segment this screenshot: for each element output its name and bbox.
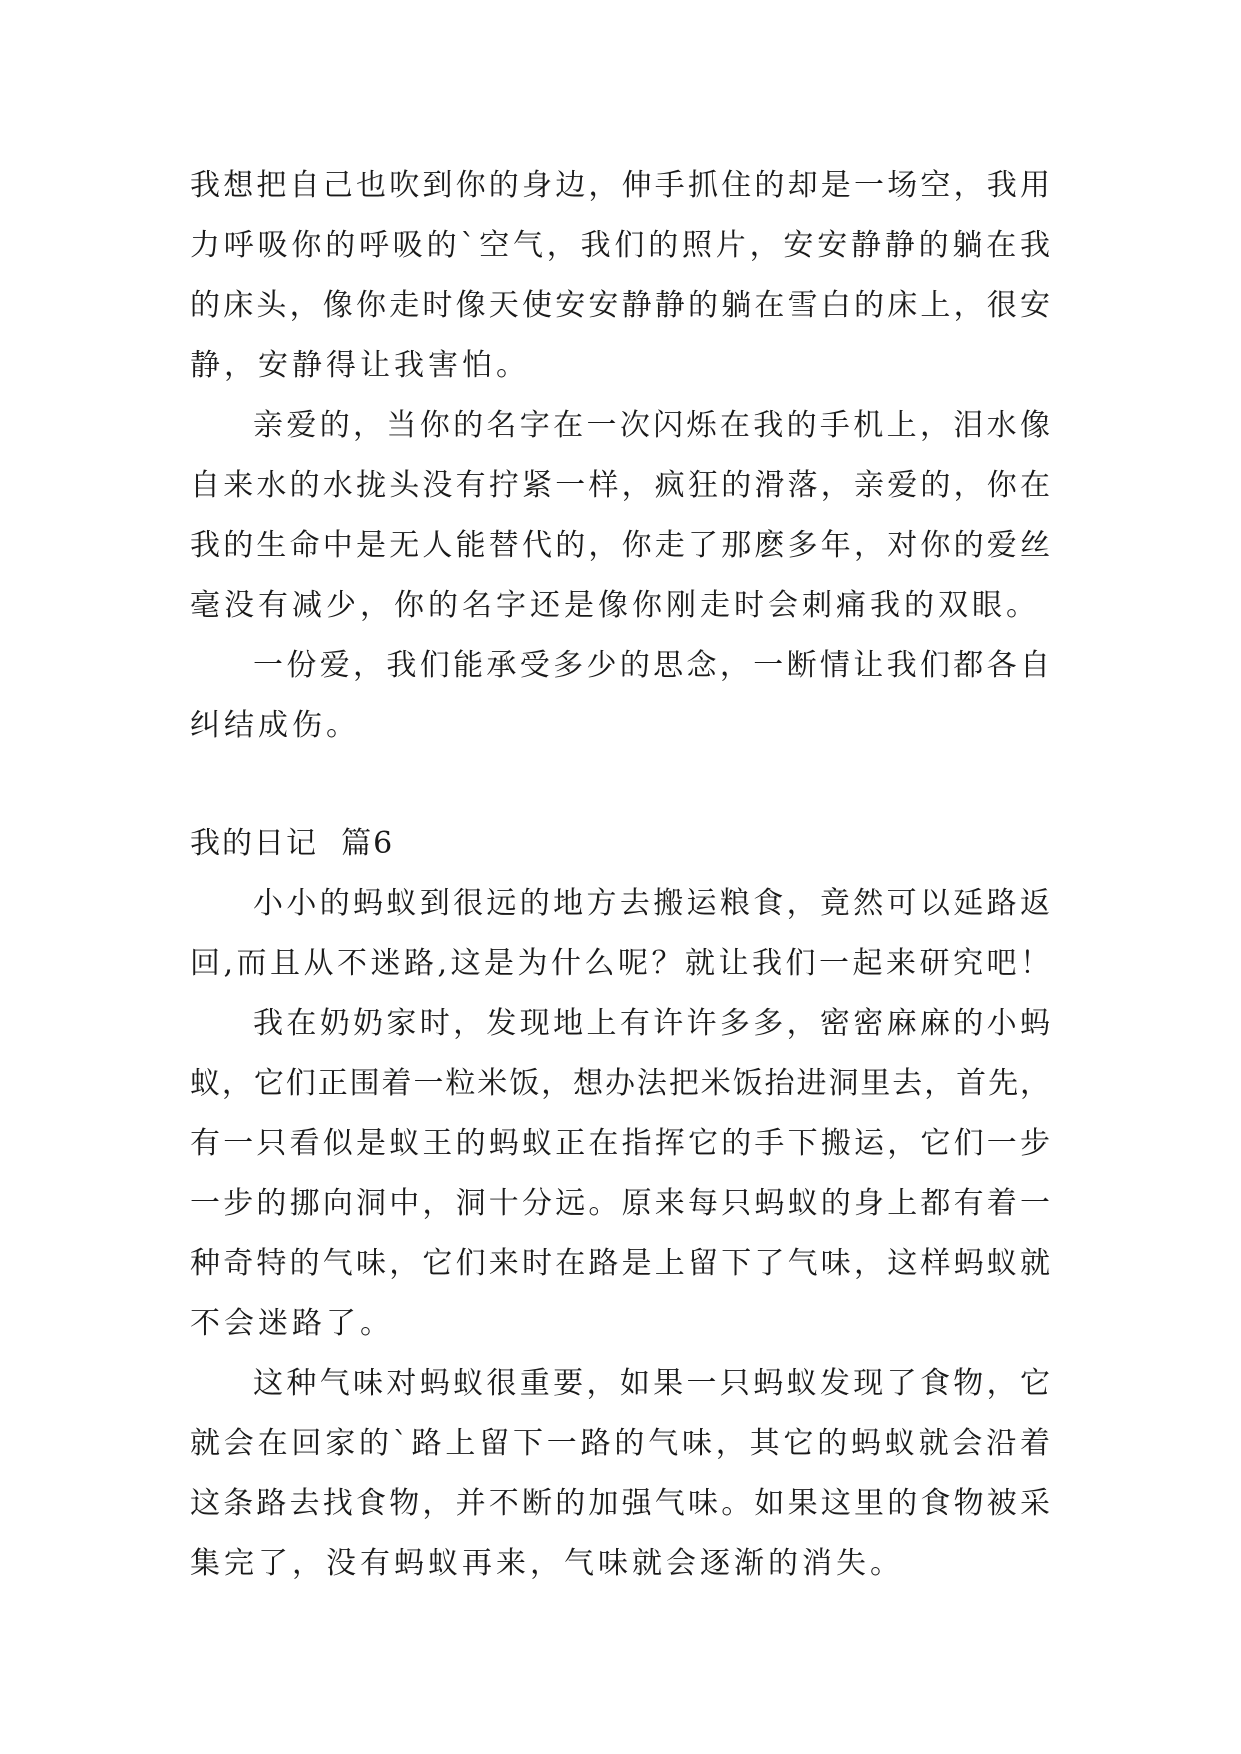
paragraph-first-line: 一份爱，我们能承受多少的思念，一断情让我们都各自: [253, 648, 1050, 683]
paragraph-line: 种奇特的气味，它们来时在路是上留下了气味，这样蚂蚁就: [190, 1246, 1050, 1281]
paragraph-line: 毫没有减少，你的名字还是像你刚走时会刺痛我的双眼。: [190, 588, 1040, 623]
paragraph-line: 有一只看似是蚁王的蚂蚁正在指挥它的手下搬运，它们一步: [190, 1126, 1050, 1161]
paragraph-line: 就会在回家的`路上留下一路的气味，其它的蚂蚁就会沿着: [190, 1426, 1050, 1461]
paragraph-line: 纠结成伤。: [190, 708, 360, 743]
paragraph-line: 的床头，像你走时像天使安安静静的躺在雪白的床上，很安: [190, 288, 1050, 323]
paragraph-first-line: 这种气味对蚂蚁很重要，如果一只蚂蚁发现了食物，它: [253, 1366, 1050, 1401]
paragraph-line: 集完了，没有蚂蚁再来，气味就会逐渐的消失。: [190, 1546, 904, 1581]
paragraph-line: 蚁，它们正围着一粒米饭，想办法把米饭抬进洞里去，首先，: [190, 1066, 1050, 1101]
paragraph-line: 自来水的水拢头没有拧紧一样，疯狂的滑落，亲爱的，你在: [190, 468, 1050, 503]
paragraph-line: 回,而且从不迷路,这是为什么呢？就让我们一起来研究吧！: [190, 946, 1050, 981]
paragraph-line: 不会迷路了。: [190, 1306, 394, 1341]
paragraph-first-line: 亲爱的，当你的名字在一次闪烁在我的手机上，泪水像: [253, 408, 1050, 443]
paragraph-line: 一步的挪向洞中，洞十分远。原来每只蚂蚁的身上都有着一: [190, 1186, 1050, 1221]
paragraph-first-line: 我在奶奶家时，发现地上有许许多多，密密麻麻的小蚂: [253, 1006, 1050, 1041]
paragraph-line: 力呼吸你的呼吸的`空气，我们的照片，安安静静的躺在我: [190, 228, 1050, 263]
paragraph-line: 我的生命中是无人能替代的，你走了那麽多年，对你的爱丝: [190, 528, 1050, 563]
section-heading: 我的日记 篇6: [190, 826, 395, 861]
paragraph-line: 这条路去找食物，并不断的加强气味。如果这里的食物被采: [190, 1486, 1050, 1521]
paragraph-first-line: 小小的蚂蚁到很远的地方去搬运粮食，竟然可以延路返: [253, 886, 1050, 921]
paragraph-line: 我想把自己也吹到你的身边，伸手抓住的却是一场空，我用: [190, 168, 1050, 203]
paragraph-line: 静，安静得让我害怕。: [190, 348, 530, 383]
